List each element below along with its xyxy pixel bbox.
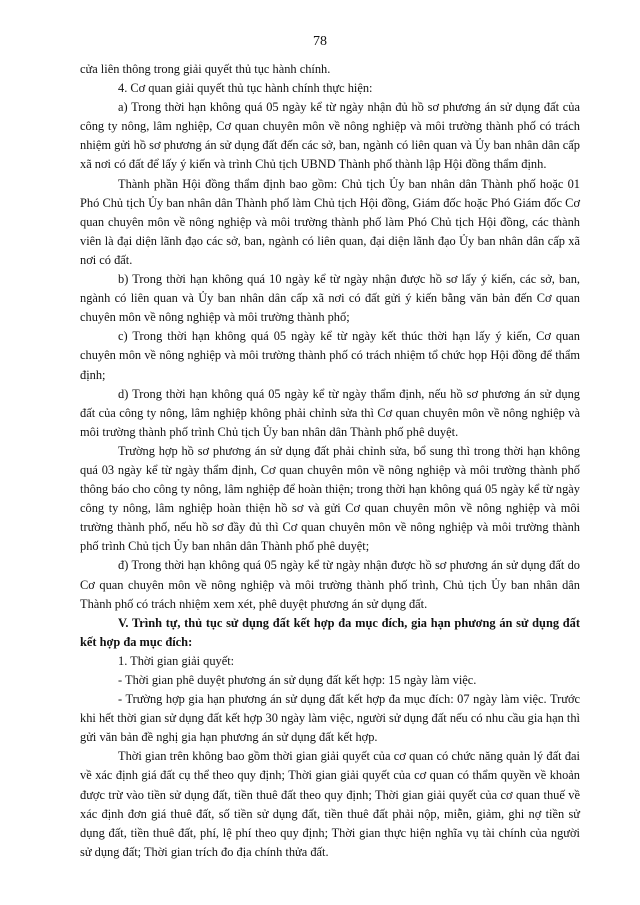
- paragraph: 1. Thời gian giải quyết:: [118, 653, 235, 668]
- paragraph: Thời gian trên không bao gồm thời gian giải quyết của cơ quan có chức năng quản lý đất đai về xác định giá đất cụ thể theo quy định; Thời gian giải quyết của cơ quan có thẩm quyền về khoản được trừ vào tiền sử dụng đất, tiền thuê đất theo quy định; Thời gian giải quyết của cơ quan thuế về xác định đơn giá thuê đất, số tiền sử dụng đất, tiền thuê đất phải nộp, miễn, giảm, ghi nợ tiền sử dụng đất, tiền thuê đất, phí, lệ phí theo quy định; Thời gian thực hiện nghĩa vụ tài chính của người sử dụng đất; Thời gian trích đo địa chính thửa đất.: [80, 749, 580, 859]
- paragraph: Thành phần Hội đồng thẩm định bao gồm: Chủ tịch Ủy ban nhân dân Thành phố hoặc 01 Phó Chủ tịch Ủy ban nhân dân Thành phố làm Chủ tịch Hội đồng, Giám đốc hoặc Phó Giám đốc Cơ quan chuyên môn về nông nghiệp và môi trường thành phố làm Phó Chủ tịch Hội đồng, các thành viên là đại diện lãnh đạo các sở, ban, ngành có liên quan, đại diện lãnh đạo Ủy ban nhân dân cấp xã nơi có đất.: [80, 176, 580, 267]
- paragraph: 4. Cơ quan giải quyết thủ tục hành chính thực hiện:: [118, 81, 373, 96]
- page-number: 78: [313, 34, 327, 49]
- paragraph: đ) Trong thời hạn không quá 05 ngày kể từ ngày nhận được hồ sơ phương án sử dụng đất do Cơ quan chuyên môn về nông nghiệp và môi trường thành phố trình, Chủ tịch Ủy ban nhân dân Thành phố có trách nhiệm xem xét, phê duyệt phương án sử dụng đất.: [80, 558, 580, 611]
- section-heading: V. Trình tự, thủ tục sử dụng đất kết hợp đa mục đích, gia hạn phương án sử dụng đất kết hợp đa mục đích:: [80, 615, 580, 649]
- paragraph: a) Trong thời hạn không quá 05 ngày kể từ ngày nhận đủ hồ sơ phương án sử dụng đất của công ty nông, lâm nghiệp, Cơ quan chuyên môn về nông nghiệp và môi trường thành phố có trách nhiệm gửi hồ sơ phương án sử dụng đất đến các sở, ban, ngành có liên quan và Ủy ban nhân dân cấp xã nơi có đất để lấy ý kiến và trình Chủ tịch UBND Thành phố thành lập Hội đồng thẩm định.: [80, 100, 580, 172]
- paragraph: d) Trong thời hạn không quá 05 ngày kể từ ngày thẩm định, nếu hồ sơ phương án sử dụng đất của công ty nông, lâm nghiệp không phải chỉnh sửa thì Cơ quan chuyên môn về nông nghiệp và môi trường thành phố trình Chủ tịch Ủy ban nhân dân Thành phố phê duyệt.: [80, 386, 580, 439]
- document-body: [80, 60, 580, 862]
- paragraph: - Thời gian phê duyệt phương án sử dụng đất kết hợp: 15 ngày làm việc.: [118, 673, 477, 687]
- paragraph: Trường hợp hồ sơ phương án sử dụng đất phải chỉnh sửa, bổ sung thì trong thời hạn không quá 03 ngày kể từ ngày thẩm định, Cơ quan chuyên môn về nông nghiệp và môi trường thành phố thông báo cho công ty nông, lâm nghiệp để hoàn thiện; trong thời hạn không quá 05 ngày kể từ ngày công ty nông, lâm nghiệp hoàn thiện hồ sơ và gửi Cơ quan chuyên môn về nông nghiệp và môi trường thành phố, nếu hồ sơ đầy đủ thì Cơ quan chuyên môn về nông nghiệp và môi trường thành phố trình Chủ tịch Ủy ban nhân dân Thành phố phê duyệt;: [80, 443, 580, 554]
- paragraph: b) Trong thời hạn không quá 10 ngày kể từ ngày nhận được hồ sơ lấy ý kiến, các sở, ban, ngành có liên quan và Ủy ban nhân dân cấp xã nơi có đất gửi ý kiến bằng văn bản đến Cơ quan chuyên môn về nông nghiệp và môi trường thành phố;: [80, 272, 580, 325]
- paragraph: c) Trong thời hạn không quá 05 ngày kể từ ngày kết thúc thời hạn lấy ý kiến, Cơ quan chuyên môn về nông nghiệp và môi trường thành phố có trách nhiệm tổ chức họp Hội đồng để thẩm định;: [80, 329, 580, 382]
- paragraph: - Trường hợp gia hạn phương án sử dụng đất kết hợp đa mục đích: 07 ngày làm việc. Trước khi hết thời gian sử dụng đất kết hợp 30 ngày làm việc, người sử dụng đất nếu có nhu cầu gia hạn thì gửi văn bản đề nghị gia hạn phương án sử dụng đất kết hợp.: [80, 692, 580, 745]
- paragraph: cửa liên thông trong giải quyết thủ tục hành chính.: [80, 62, 331, 76]
